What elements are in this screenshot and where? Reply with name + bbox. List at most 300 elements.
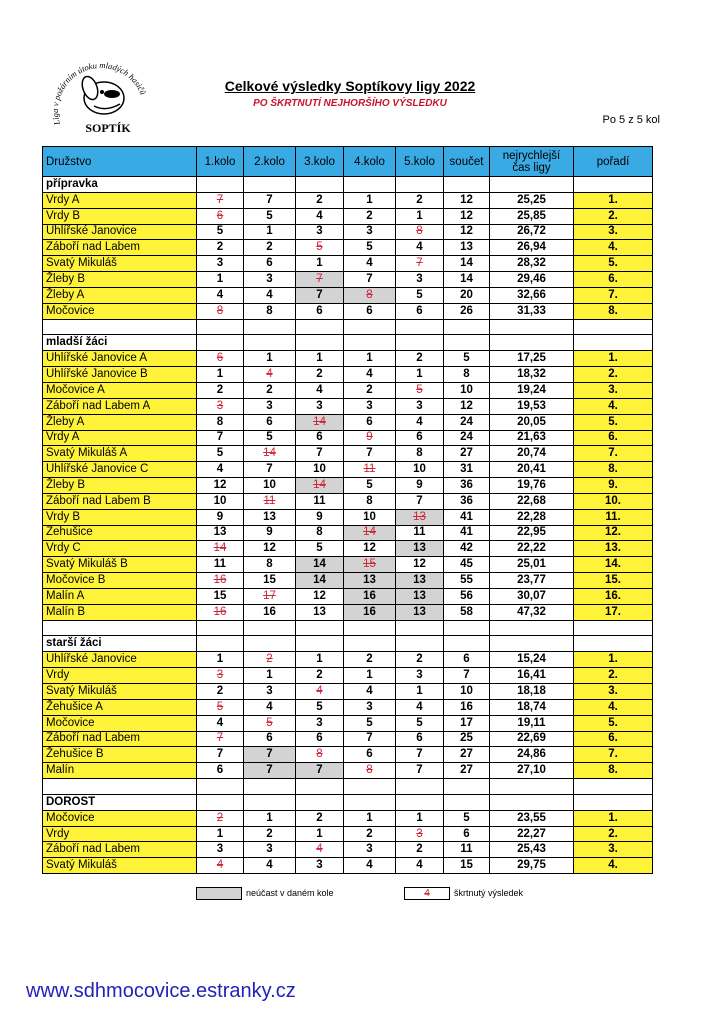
round-result: 4 [296, 842, 344, 858]
round-result: 6 [396, 731, 444, 747]
team-name: Žehušice A [43, 699, 197, 715]
round-result: 6 [244, 731, 296, 747]
round-result: 4 [197, 858, 244, 874]
best-time-cell: 25,01 [490, 557, 574, 573]
rank-cell: 5. [574, 414, 653, 430]
round-result: 5 [344, 715, 396, 731]
round-result: 15 [197, 588, 244, 604]
best-time-cell: 22,95 [490, 525, 574, 541]
table-row [43, 810, 653, 826]
best-time-cell: 31,33 [490, 303, 574, 319]
best-time-cell: 25,85 [490, 208, 574, 224]
round-result: 7 [396, 256, 444, 272]
empty-cell [296, 177, 344, 193]
empty-cell [396, 636, 444, 652]
rank-cell: 3. [574, 224, 653, 240]
round-result: 7 [396, 763, 444, 779]
best-time-cell: 29,75 [490, 858, 574, 874]
rank-cell: 2. [574, 367, 653, 383]
best-time-cell: 22,28 [490, 509, 574, 525]
empty-cell [444, 177, 490, 193]
round-result: 4 [296, 684, 344, 700]
category-row [43, 335, 653, 351]
round-result: 5 [396, 715, 444, 731]
table-row [43, 240, 653, 256]
team-name: Uhlířské Janovice [43, 652, 197, 668]
empty-cell [490, 319, 574, 335]
round-result: 12 [396, 557, 444, 573]
round-result: 6 [396, 430, 444, 446]
round-result: 15 [244, 573, 296, 589]
round-result: 8 [396, 446, 444, 462]
round-result: 9 [396, 478, 444, 494]
sum-cell: 36 [444, 478, 490, 494]
empty-cell [296, 620, 344, 636]
round-result: 2 [197, 684, 244, 700]
sum-cell: 25 [444, 731, 490, 747]
empty-cell [490, 794, 574, 810]
round-result: 8 [197, 303, 244, 319]
team-name: Svatý Mikuláš A [43, 446, 197, 462]
table-row [43, 763, 653, 779]
empty-cell [396, 335, 444, 351]
round-result: 9 [197, 509, 244, 525]
round-result: 8 [197, 414, 244, 430]
round-result: 13 [396, 541, 444, 557]
round-result: 1 [344, 810, 396, 826]
rank-cell: 3. [574, 684, 653, 700]
round-result: 14 [296, 573, 344, 589]
round-result: 6 [197, 208, 244, 224]
table-row [43, 462, 653, 478]
round-result: 1 [244, 668, 296, 684]
table-row [43, 525, 653, 541]
round-result: 2 [244, 826, 296, 842]
round-result: 14 [344, 525, 396, 541]
table-row [43, 430, 653, 446]
team-name: Vrdy B [43, 509, 197, 525]
round-result: 2 [344, 208, 396, 224]
sum-cell: 12 [444, 224, 490, 240]
empty-cell [574, 636, 653, 652]
round-result: 5 [244, 430, 296, 446]
round-result: 5 [344, 240, 396, 256]
legend-struck-label: škrtnutý výsledek [454, 888, 524, 898]
sum-cell: 5 [444, 351, 490, 367]
round-result: 7 [344, 446, 396, 462]
round-result: 6 [244, 256, 296, 272]
round-result: 6 [296, 430, 344, 446]
round-result: 6 [197, 763, 244, 779]
empty-cell [574, 779, 653, 795]
sum-cell: 41 [444, 525, 490, 541]
round-result: 9 [344, 430, 396, 446]
round-result: 4 [396, 858, 444, 874]
round-result: 13 [396, 573, 444, 589]
round-result: 11 [344, 462, 396, 478]
best-time-cell: 32,66 [490, 287, 574, 303]
round-result: 12 [296, 588, 344, 604]
table-row [43, 715, 653, 731]
round-result: 1 [296, 351, 344, 367]
empty-cell [296, 335, 344, 351]
best-time-cell: 22,69 [490, 731, 574, 747]
round-result: 13 [197, 525, 244, 541]
round-result: 2 [344, 826, 396, 842]
sum-cell: 27 [444, 763, 490, 779]
best-time-cell: 22,22 [490, 541, 574, 557]
round-result: 1 [244, 224, 296, 240]
rank-cell: 4. [574, 858, 653, 874]
round-result: 3 [197, 398, 244, 414]
round-result: 1 [396, 367, 444, 383]
round-result: 3 [396, 668, 444, 684]
round-result: 6 [197, 351, 244, 367]
round-result: 13 [396, 588, 444, 604]
best-time-cell: 19,53 [490, 398, 574, 414]
empty-cell [296, 779, 344, 795]
round-result: 1 [197, 367, 244, 383]
table-row [43, 493, 653, 509]
table-row [43, 208, 653, 224]
round-result: 1 [396, 810, 444, 826]
best-time-cell: 26,94 [490, 240, 574, 256]
table-row [43, 382, 653, 398]
rank-cell: 1. [574, 351, 653, 367]
team-name: Malín B [43, 604, 197, 620]
sum-cell: 11 [444, 842, 490, 858]
round-result: 5 [244, 715, 296, 731]
round-result: 5 [296, 541, 344, 557]
team-name: Uhlířské Janovice B [43, 367, 197, 383]
table-row [43, 287, 653, 303]
round-result: 4 [396, 699, 444, 715]
round-result: 2 [296, 810, 344, 826]
round-result: 4 [244, 858, 296, 874]
round-result: 4 [244, 367, 296, 383]
sum-cell: 27 [444, 446, 490, 462]
best-time-cell: 22,27 [490, 826, 574, 842]
round-result: 2 [244, 240, 296, 256]
round-result: 12 [197, 478, 244, 494]
round-result: 13 [296, 604, 344, 620]
round-result: 3 [244, 272, 296, 288]
round-result: 4 [344, 858, 396, 874]
sum-cell: 12 [444, 192, 490, 208]
round-result: 1 [296, 826, 344, 842]
round-result: 3 [197, 842, 244, 858]
empty-cell [197, 794, 244, 810]
team-name: Močovice A [43, 382, 197, 398]
rank-cell: 8. [574, 462, 653, 478]
round-result: 3 [296, 224, 344, 240]
best-time-cell: 28,32 [490, 256, 574, 272]
table-row [43, 256, 653, 272]
empty-cell [490, 620, 574, 636]
best-time-cell: 22,68 [490, 493, 574, 509]
page-subtitle: PO ŠKRTNUTÍ NEJHORŠÍHO VÝSLEDKU [253, 98, 447, 109]
category-name: DOROST [43, 794, 197, 810]
rank-cell: 6. [574, 272, 653, 288]
team-name: Močovice B [43, 573, 197, 589]
round-result: 4 [244, 699, 296, 715]
table-row [43, 398, 653, 414]
table-row [43, 604, 653, 620]
empty-cell [490, 779, 574, 795]
empty-cell [396, 177, 444, 193]
team-name: Záboří nad Labem [43, 842, 197, 858]
best-time-cell: 20,05 [490, 414, 574, 430]
round-result: 5 [197, 699, 244, 715]
rank-cell: 2. [574, 208, 653, 224]
round-result: 12 [344, 541, 396, 557]
rounds-note: Po 5 z 5 kol [602, 114, 660, 126]
rank-cell: 7. [574, 446, 653, 462]
category-name: mladší žáci [43, 335, 197, 351]
round-result: 11 [244, 493, 296, 509]
round-result: 5 [396, 382, 444, 398]
table-row [43, 367, 653, 383]
round-result: 4 [296, 382, 344, 398]
spacer-row [43, 319, 653, 335]
team-name: Malín A [43, 588, 197, 604]
best-time-cell: 29,46 [490, 272, 574, 288]
empty-cell [574, 794, 653, 810]
sum-cell: 16 [444, 699, 490, 715]
table-row [43, 303, 653, 319]
sum-cell: 27 [444, 747, 490, 763]
round-result: 5 [296, 240, 344, 256]
team-name: Žleby B [43, 272, 197, 288]
empty-cell [396, 779, 444, 795]
empty-cell [197, 620, 244, 636]
empty-cell [444, 319, 490, 335]
empty-cell [244, 319, 296, 335]
sum-cell: 12 [444, 208, 490, 224]
best-time-cell: 18,18 [490, 684, 574, 700]
rank-cell: 14. [574, 557, 653, 573]
column-header: pořadí [574, 147, 653, 177]
round-result: 3 [197, 256, 244, 272]
sum-cell: 45 [444, 557, 490, 573]
round-result: 2 [396, 652, 444, 668]
empty-cell [244, 794, 296, 810]
empty-cell [344, 636, 396, 652]
best-time-cell: 18,32 [490, 367, 574, 383]
table-row [43, 842, 653, 858]
round-result: 4 [197, 715, 244, 731]
round-result: 2 [296, 192, 344, 208]
round-result: 4 [244, 287, 296, 303]
sum-cell: 56 [444, 588, 490, 604]
round-result: 2 [244, 382, 296, 398]
round-result: 11 [296, 493, 344, 509]
sum-cell: 6 [444, 652, 490, 668]
results-table [42, 146, 653, 874]
column-header: součet [444, 147, 490, 177]
soptik-logo [46, 46, 158, 138]
footer-link[interactable]: www.sdhmocovice.estranky.cz [26, 980, 296, 1002]
spacer-row [43, 620, 653, 636]
round-result: 7 [396, 493, 444, 509]
empty-cell [344, 620, 396, 636]
table-row [43, 699, 653, 715]
round-result: 8 [344, 493, 396, 509]
empty-cell [444, 779, 490, 795]
empty-cell [296, 636, 344, 652]
empty-cell [344, 794, 396, 810]
round-result: 16 [197, 604, 244, 620]
round-result: 6 [344, 303, 396, 319]
round-result: 3 [244, 684, 296, 700]
empty-cell [344, 335, 396, 351]
rank-cell: 5. [574, 256, 653, 272]
round-result: 8 [244, 557, 296, 573]
empty-cell [197, 177, 244, 193]
round-result: 3 [344, 224, 396, 240]
sum-cell: 15 [444, 858, 490, 874]
round-result: 16 [344, 604, 396, 620]
best-time-cell: 24,86 [490, 747, 574, 763]
empty-cell [244, 335, 296, 351]
empty-cell [197, 319, 244, 335]
round-result: 3 [296, 715, 344, 731]
round-result: 1 [244, 351, 296, 367]
round-result: 7 [296, 446, 344, 462]
team-name: Svatý Mikuláš [43, 858, 197, 874]
round-result: 5 [244, 208, 296, 224]
round-result: 10 [197, 493, 244, 509]
table-row [43, 858, 653, 874]
round-result: 4 [197, 287, 244, 303]
rank-cell: 2. [574, 826, 653, 842]
team-name: Záboří nad Labem A [43, 398, 197, 414]
round-result: 14 [197, 541, 244, 557]
table-row [43, 652, 653, 668]
round-result: 2 [197, 382, 244, 398]
column-header: 4.kolo [344, 147, 396, 177]
rank-cell: 4. [574, 398, 653, 414]
round-result: 17 [244, 588, 296, 604]
empty-cell [244, 177, 296, 193]
round-result: 1 [197, 826, 244, 842]
table-header-row [43, 147, 653, 177]
best-time-cell: 25,43 [490, 842, 574, 858]
best-time-cell: 20,41 [490, 462, 574, 478]
team-name: Vrdy [43, 826, 197, 842]
team-name: Záboří nad Labem [43, 731, 197, 747]
empty-cell [574, 335, 653, 351]
table-row [43, 573, 653, 589]
empty-cell [444, 794, 490, 810]
empty-cell [244, 620, 296, 636]
table-row [43, 684, 653, 700]
round-result: 2 [396, 192, 444, 208]
round-result: 2 [244, 652, 296, 668]
team-name: Svatý Mikuláš [43, 684, 197, 700]
round-result: 3 [396, 826, 444, 842]
category-name: přípravka [43, 177, 197, 193]
round-result: 7 [244, 192, 296, 208]
sum-cell: 55 [444, 573, 490, 589]
rank-cell: 9. [574, 478, 653, 494]
round-result: 6 [244, 414, 296, 430]
round-result: 7 [197, 731, 244, 747]
category-row [43, 636, 653, 652]
round-result: 7 [344, 731, 396, 747]
empty-cell [396, 620, 444, 636]
team-name: Žleby A [43, 414, 197, 430]
round-result: 2 [344, 382, 396, 398]
best-time-cell: 19,11 [490, 715, 574, 731]
rank-cell: 17. [574, 604, 653, 620]
round-result: 1 [244, 810, 296, 826]
team-name: Vrdy A [43, 192, 197, 208]
rank-cell: 4. [574, 240, 653, 256]
empty-cell [344, 319, 396, 335]
table-row [43, 826, 653, 842]
sum-cell: 10 [444, 684, 490, 700]
round-result: 10 [296, 462, 344, 478]
team-name: Močovice [43, 715, 197, 731]
round-result: 2 [296, 668, 344, 684]
round-result: 1 [197, 272, 244, 288]
legend-absent-swatch [196, 887, 242, 900]
round-result: 8 [244, 303, 296, 319]
round-result: 7 [296, 272, 344, 288]
rank-cell: 5. [574, 715, 653, 731]
category-name: starší žáci [43, 636, 197, 652]
table-row [43, 541, 653, 557]
round-result: 7 [244, 462, 296, 478]
sum-cell: 36 [444, 493, 490, 509]
empty-cell [43, 319, 197, 335]
column-header: nejrychlejší čas ligy [490, 147, 574, 177]
rank-cell: 2. [574, 668, 653, 684]
round-result: 11 [197, 557, 244, 573]
team-name: Vrdy C [43, 541, 197, 557]
category-row [43, 794, 653, 810]
sum-cell: 10 [444, 382, 490, 398]
round-result: 1 [344, 668, 396, 684]
round-result: 1 [296, 256, 344, 272]
round-result: 1 [396, 208, 444, 224]
table-row [43, 224, 653, 240]
round-result: 3 [296, 398, 344, 414]
sum-cell: 20 [444, 287, 490, 303]
team-name: Žehušice [43, 525, 197, 541]
best-time-cell: 23,77 [490, 573, 574, 589]
round-result: 14 [296, 557, 344, 573]
rank-cell: 11. [574, 509, 653, 525]
round-result: 14 [296, 414, 344, 430]
round-result: 8 [296, 525, 344, 541]
round-result: 3 [244, 842, 296, 858]
best-time-cell: 15,24 [490, 652, 574, 668]
sum-cell: 42 [444, 541, 490, 557]
round-result: 13 [396, 509, 444, 525]
table-row [43, 351, 653, 367]
round-result: 3 [244, 398, 296, 414]
best-time-cell: 19,76 [490, 478, 574, 494]
rank-cell: 8. [574, 763, 653, 779]
sum-cell: 7 [444, 668, 490, 684]
round-result: 16 [197, 573, 244, 589]
spacer-row [43, 779, 653, 795]
round-result: 2 [344, 652, 396, 668]
sum-cell: 12 [444, 398, 490, 414]
round-result: 8 [344, 763, 396, 779]
